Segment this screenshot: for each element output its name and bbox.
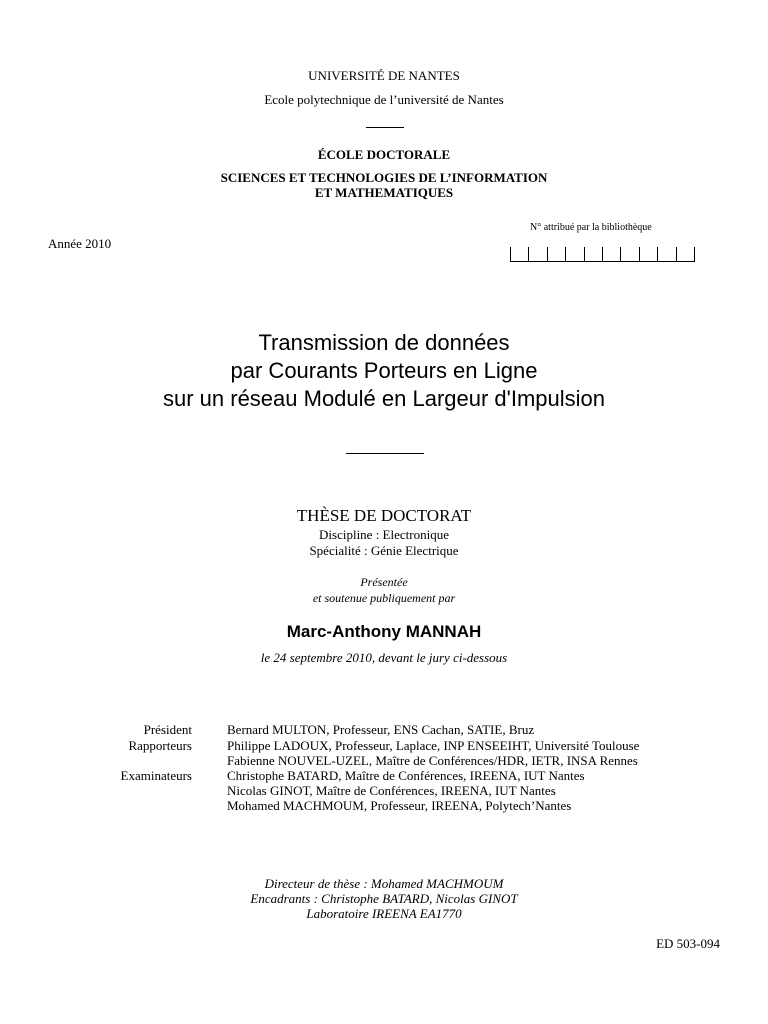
doctoral-school-label: ÉCOLE DOCTORALE xyxy=(317,147,451,162)
library-number-box xyxy=(510,247,528,262)
jury-member: Fabienne NOUVEL-UZEL, Maître de Conférences/HDR, IETR, INSA Rennes xyxy=(227,753,638,768)
school-name: Ecole polytechnique de l’université de Nantes xyxy=(264,92,504,107)
library-number-label: N° attribué par la bibliothèque xyxy=(530,222,652,233)
library-number-box xyxy=(528,247,546,262)
jury-member: Bernard MULTON, Professeur, ENS Cachan, SATIE, Bruz xyxy=(227,722,535,737)
jury-member: Mohamed MACHMOUM, Professeur, IREENA, Polytech’Nantes xyxy=(227,798,572,813)
doctoral-school-line2: ET MATHEMATIQUES xyxy=(314,185,454,200)
library-number-box xyxy=(547,247,565,262)
library-number-box xyxy=(602,247,620,262)
jury-role: Président xyxy=(143,722,192,737)
thesis-title-line3: sur un réseau Modulé en Largeur d'Impulsion xyxy=(162,386,606,411)
thesis-title-line2: par Courants Porteurs en Ligne xyxy=(230,358,538,383)
thesis-discipline: Discipline : Electronique xyxy=(319,527,449,542)
doctoral-school-line1: SCIENCES ET TECHNOLOGIES DE L’INFORMATION xyxy=(220,170,548,185)
thesis-director: Directeur de thèse : Mohamed MACHMOUM xyxy=(264,876,504,891)
jury-role: Examinateurs xyxy=(120,768,192,783)
year: Année 2010 xyxy=(48,236,112,251)
thesis-title-line1: Transmission de données xyxy=(258,330,510,355)
jury-role: Rapporteurs xyxy=(128,738,192,753)
library-number-box xyxy=(676,247,695,262)
library-number-box xyxy=(639,247,657,262)
library-number-box xyxy=(584,247,602,262)
library-number-box xyxy=(657,247,675,262)
author-name: Marc-Anthony MANNAH xyxy=(286,622,482,641)
jury-member: Philippe LADOUX, Professeur, Laplace, INP ENSEEIHT, Université Toulouse xyxy=(227,738,640,753)
library-number-box xyxy=(620,247,638,262)
title-divider xyxy=(346,453,424,454)
header-divider xyxy=(366,127,404,128)
jury-member: Nicolas GINOT, Maître de Conférences, IREENA, IUT Nantes xyxy=(227,783,556,798)
presented-line1: Présentée xyxy=(360,575,408,589)
library-number-boxes xyxy=(510,247,695,263)
thesis-supervisors: Encadrants : Christophe BATARD, Nicolas GINOT xyxy=(250,891,518,906)
university-name: UNIVERSITÉ DE NANTES xyxy=(308,68,460,83)
defense-date: le 24 septembre 2010, devant le jury ci-dessous xyxy=(260,650,508,665)
presented-line2: et soutenue publiquement par xyxy=(312,591,456,605)
thesis-type: THÈSE DE DOCTORAT xyxy=(296,506,472,525)
laboratory: Laboratoire IREENA EA1770 xyxy=(306,906,462,921)
library-number-box xyxy=(565,247,583,262)
jury-member: Christophe BATARD, Maître de Conférences, IREENA, IUT Nantes xyxy=(227,768,585,783)
thesis-specialty: Spécialité : Génie Electrique xyxy=(309,543,459,558)
ed-number: ED 503-094 xyxy=(656,936,720,951)
